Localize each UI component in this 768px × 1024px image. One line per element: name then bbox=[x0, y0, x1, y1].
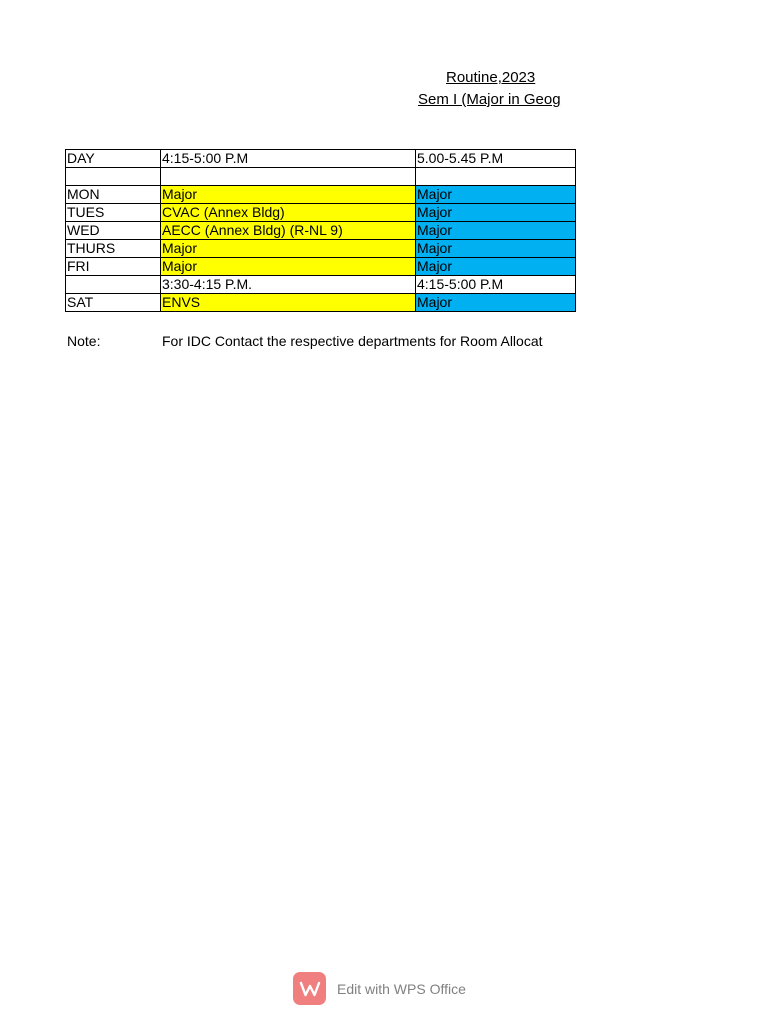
table-row bbox=[66, 240, 576, 258]
slot1-cell: Major bbox=[161, 186, 416, 204]
day-cell: MON bbox=[66, 186, 161, 204]
blank-cell bbox=[66, 168, 161, 186]
table-row bbox=[66, 186, 576, 204]
blank-cell bbox=[161, 168, 416, 186]
slot1-cell: ENVS bbox=[161, 294, 416, 312]
day-cell: FRI bbox=[66, 258, 161, 276]
wps-logo-icon bbox=[293, 972, 326, 1005]
header-slot2-time: 5.00-5.45 P.M bbox=[416, 150, 576, 168]
routine-title: Routine,2023 bbox=[446, 69, 536, 86]
header-slot1-time: 4:15-5:00 P.M bbox=[161, 150, 416, 168]
note-text: For IDC Contact the respective departments for Room Allocat bbox=[162, 333, 543, 349]
slot2-cell: Major bbox=[416, 258, 576, 276]
slot2-cell: Major bbox=[416, 294, 576, 312]
saturday-slot1-time: 3:30-4:15 P.M. bbox=[161, 276, 416, 294]
note-label: Note: bbox=[67, 333, 101, 349]
table-row bbox=[66, 222, 576, 240]
slot2-cell: Major bbox=[416, 204, 576, 222]
day-cell: SAT bbox=[66, 294, 161, 312]
day-cell: WED bbox=[66, 222, 161, 240]
wps-badge-label: Edit with WPS Office bbox=[337, 980, 466, 997]
table-row bbox=[66, 258, 576, 276]
slot1-cell: AECC (Annex Bldg) (R-NL 9) bbox=[161, 222, 416, 240]
table-header-row bbox=[66, 150, 576, 168]
slot1-cell: Major bbox=[161, 240, 416, 258]
blank-row bbox=[66, 168, 576, 186]
slot2-cell: Major bbox=[416, 222, 576, 240]
slot1-cell: Major bbox=[161, 258, 416, 276]
blank-cell bbox=[416, 168, 576, 186]
day-cell: THURS bbox=[66, 240, 161, 258]
slot2-cell: Major bbox=[416, 186, 576, 204]
edit-with-wps-button[interactable] bbox=[293, 972, 466, 1005]
routine-table bbox=[65, 149, 576, 312]
day-cell: TUES bbox=[66, 204, 161, 222]
table-row bbox=[66, 204, 576, 222]
slot1-cell: CVAC (Annex Bldg) bbox=[161, 204, 416, 222]
header-day: DAY bbox=[66, 150, 161, 168]
saturday-time-row bbox=[66, 276, 576, 294]
blank-cell bbox=[66, 276, 161, 294]
table-row bbox=[66, 294, 576, 312]
saturday-slot2-time: 4:15-5:00 P.M bbox=[416, 276, 576, 294]
slot2-cell: Major bbox=[416, 240, 576, 258]
semester-subtitle: Sem I (Major in Geog bbox=[418, 91, 561, 108]
